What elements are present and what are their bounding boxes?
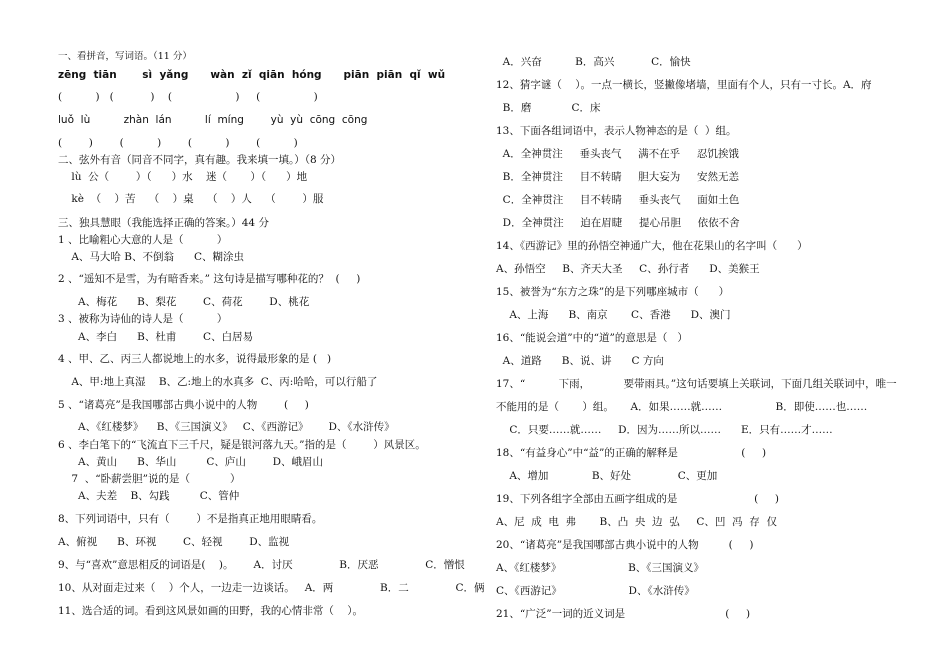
- question-13-option-d: D．全神贯注 迫在眉睫 提心吊胆 依依不舍: [496, 217, 740, 229]
- section-3-heading: 三、独具慧眼（我能选择正确的答案。）44 分: [58, 217, 269, 229]
- question-20-options-ab: A、《红楼梦》 B、《三国演义》: [496, 562, 705, 574]
- question-6: 6 、李白笔下的“飞流直下三千尺，疑是银河落九天。”指的是（ ）风景区。: [58, 439, 426, 451]
- question-10: 10、从对面走过来（ ）个人，一边走一边谈话。 A．两 B．二 C．俩: [58, 582, 485, 594]
- question-15: 15、被誉为“东方之珠”的是下列哪座城市（ ）: [496, 286, 730, 298]
- blank-row-2: ( ) ( ) ( ) ( ): [58, 137, 298, 149]
- question-4-options: A、甲:地上真湿 B、乙:地上的水真多 C、丙:哈哈，可以行船了: [58, 376, 378, 388]
- question-8-options: A、俯视 B、环视 C、轻视 D、监视: [58, 536, 290, 548]
- question-5-options: A、《红楼梦》 B、《三国演义》 C、《西游记》 D、《水浒传》: [58, 421, 395, 433]
- homophone-row-1: lù 公（ ）（ ）水 迷（ ）（ ）地: [58, 171, 308, 183]
- question-20-options-cd: C、《西游记》 D、《水浒传》: [496, 585, 695, 597]
- question-17-options: C．只要……就…… D．因为……所以…… E．只有……才……: [496, 424, 833, 436]
- question-11: 11、选合适的词。看到这风景如画的田野，我的心情非常（ ）。: [58, 605, 363, 617]
- pinyin-row-1: zēng tiān sì yǎng wàn zǐ qiān hóng piān piān qǐ wǔ: [58, 69, 446, 81]
- question-17-line-2: 不能用的是（ ）组。 A．如果……就…… B．即使……也……: [496, 401, 868, 413]
- section-1-heading: 一、看拼音，写词语。（11 分）: [58, 51, 192, 62]
- question-11-options: A．兴奋 B．高兴 C．愉快: [496, 56, 691, 68]
- question-18: 18、“有益身心”中“益”的正确的解释是 ( ): [496, 447, 767, 459]
- question-8: 8、下列词语中，只有（ ）不是指真正地用眼睛看。: [58, 513, 323, 525]
- question-16: 16、“能说会道”中的“道”的意思是（ ）: [496, 332, 688, 344]
- question-3: 3 、被称为诗仙的诗人是（ ）: [58, 313, 228, 325]
- question-7-options: A、夫差 B、勾践 C、管仲: [58, 490, 240, 502]
- blank-row-1: ( ) ( ) ( ) ( ): [58, 91, 318, 103]
- question-1: 1 、比喻粗心大意的人是（ ）: [58, 234, 228, 246]
- question-4: 4 、甲、乙、丙三人都说地上的水多，说得最形象的是 ( ): [58, 353, 332, 365]
- section-2-heading: 二、弦外有音（同音不同字，真有趣。我来填一填。）（8 分）: [58, 154, 342, 166]
- question-6-options: A、黄山 B、华山 C、庐山 D、峨眉山: [58, 456, 324, 468]
- homophone-row-2: kè （ ）苦 （ ）桌 （ ）人 （ ）服: [58, 193, 324, 205]
- pinyin-row-2: luǒ lù zhàn lán lí míng yù yù cōng cōng: [58, 114, 368, 126]
- question-20: 20、“诸葛亮”是我国哪部古典小说中的人物 ( ): [496, 539, 754, 551]
- question-12-options: B．磨 C．床: [496, 102, 601, 114]
- question-9: 9、与“喜欢”意思相反的词语是( )。 A．讨厌 B．厌恶 C．憎恨: [58, 559, 465, 571]
- question-7: 7 、“卧薪尝胆”说的是（ ）: [58, 473, 241, 485]
- question-16-options: A、道路 B、说、讲 C 方向: [496, 355, 664, 367]
- question-1-options: A、马大哈 B、不倒翁 C、糊涂虫: [58, 251, 245, 263]
- question-17: 17、“ 下雨， 要带雨具。”这句话要填上关联词，下面几组关联词中，唯一: [496, 378, 897, 390]
- question-21: 21、“广泛”一词的近义词是 ( ): [496, 608, 751, 620]
- question-13-option-a: A．全神贯注 垂头丧气 满不在乎 忍饥挨饿: [496, 148, 739, 160]
- question-3-options: A、李白 B、杜甫 C、白居易: [58, 331, 254, 343]
- question-15-options: A、上海 B、南京 C、香港 D、澳门: [496, 309, 731, 321]
- question-13: 13、下面各组词语中，表示人物神态的是（ ）组。: [496, 125, 737, 137]
- question-14-options: A、孙悟空 B、齐天大圣 C、孙行者 D、美猴王: [496, 263, 760, 275]
- question-2: 2 、“遥知不是雪，为有暗香来。” 这句诗是描写哪种花的？ ( ): [58, 273, 361, 285]
- question-19-options: A、尼 成 电 弗 B、凸 央 边 弘 C、凹 冯 存 仅: [496, 516, 777, 528]
- question-2-options: A、梅花 B、梨花 C、荷花 D、桃花: [58, 296, 310, 308]
- question-12: 12、猜字谜（ ）。一点一横长，竖撇像堵墙，里面有个人，只有一寸长。A．府: [496, 79, 872, 91]
- question-14: 14、《西游记》里的孙悟空神通广大，他在花果山的名字叫（ ）: [496, 240, 808, 252]
- question-18-options: A、增加 B、好处 C、更加: [496, 470, 718, 482]
- question-19: 19、下列各组字全部由五画字组成的是 ( ): [496, 493, 780, 505]
- question-13-option-b: B．全神贯注 目不转睛 胆大妄为 安然无恙: [496, 171, 739, 183]
- question-13-option-c: C．全神贯注 目不转睛 垂头丧气 面如土色: [496, 194, 740, 206]
- question-5: 5 、“诸葛亮”是我国哪部古典小说中的人物 ( ): [58, 399, 309, 411]
